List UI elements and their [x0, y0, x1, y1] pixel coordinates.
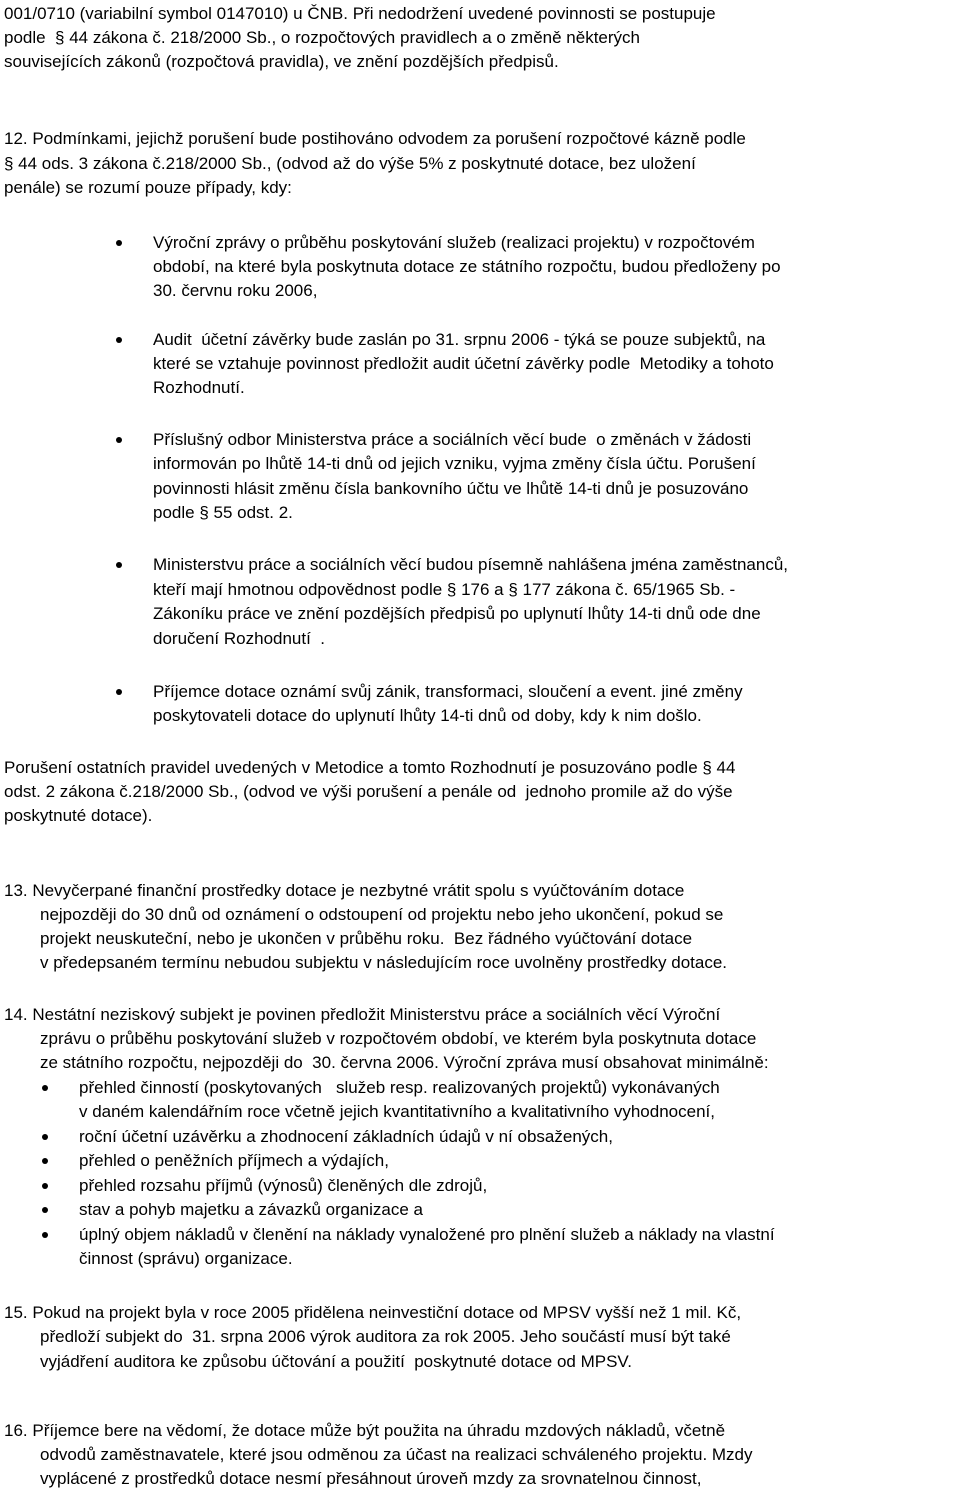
bullet-text-line: úplný objem nákladů v členění na náklady vynaložené pro plnění služeb a náklady na vlastní [79, 1225, 775, 1244]
bullet-text-line: které se vztahuje povinnost předložit audit účetní závěrky podle Metodiky a tohoto [153, 354, 774, 373]
section-16-line: vyplácené z prostředků dotace nesmí přesáhnout úroveň mzdy za srovnatelnou činnost, [40, 1469, 702, 1488]
bullet-icon [116, 240, 122, 246]
bullet-text-line: doručení Rozhodnutí . [153, 629, 326, 648]
section-14-line: 14. Nestátní neziskový subjekt je povinen předložit Ministerstvu práce a sociálních věcí Výroční [4, 1005, 721, 1024]
bullet-icon [42, 1232, 48, 1238]
bullet-text-line: Rozhodnutí. [153, 378, 245, 397]
section-13-line: nejpozději do 30 dnů od oznámení o odstoupení od projektu nebo jeho ukončení, pokud se [40, 905, 724, 924]
bullet-text-line: přehled o peněžních příjmech a výdajích, [79, 1151, 389, 1170]
section-12-line: § 44 ods. 3 zákona č.218/2000 Sb., (odvod až do výše 5% z poskytnuté dotace, bez uložení [4, 154, 696, 173]
bullet-icon [116, 562, 122, 568]
bullet-icon [42, 1158, 48, 1164]
bullet-text-line: Výroční zprávy o průběhu poskytování služeb (realizaci projektu) v rozpočtovém [153, 233, 755, 252]
text-line: souvisejících zákonů (rozpočtová pravidla), ve znění pozdějších předpisů. [4, 52, 559, 71]
section-13-line: v předepsaném termínu nebudou subjektu v následujícím roce uvolněny prostředky dotace. [40, 953, 728, 972]
text-line: 001/0710 (variabilní symbol 0147010) u ČNB. Při nedodržení uvedené povinnosti se postupuje [4, 4, 716, 23]
bullet-icon [42, 1207, 48, 1213]
bullet-text-line: stav a pohyb majetku a závazků organizace a [79, 1200, 423, 1219]
bullet-icon [42, 1134, 48, 1140]
bullet-text-line: v daném kalendářním roce včetně jejich kvantitativního a kvalitativního vyhodnocení, [79, 1102, 715, 1121]
bullet-icon [116, 689, 122, 695]
bullet-text-line: Příjemce dotace oznámí svůj zánik, transformaci, sloučení a event. jiné změny [153, 682, 743, 701]
bullet-icon [116, 437, 122, 443]
section-12-line: penále) se rozumí pouze případy, kdy: [4, 178, 292, 197]
section-14-line: zprávu o průběhu poskytování služeb v rozpočtovém období, ve kterém byla poskytnuta dotace [40, 1029, 757, 1048]
text-line: podle § 44 zákona č. 218/2000 Sb., o rozpočtových pravidlech a o změně některých [4, 28, 641, 47]
section-15-line: vyjádření auditora ke způsobu účtování a použití poskytnuté dotace od MPSV. [40, 1352, 632, 1371]
bullet-icon [42, 1183, 48, 1189]
paragraph-line: odst. 2 zákona č.218/2000 Sb., (odvod ve výši porušení a penále od jednoho promile až do výše [4, 782, 733, 801]
section-15-line: 15. Pokud na projekt byla v roce 2005 přidělena neinvestiční dotace od MPSV vyšší než 1 mil. Kč, [4, 1303, 742, 1322]
section-13-line: projekt neuskuteční, nebo je ukončen v průběhu roku. Bez řádného vyúčtování dotace [40, 929, 693, 948]
bullet-text-line: Zákoníku práce ve znění pozdějších předpisů po uplynutí lhůty 14-ti dnů ode dne [153, 604, 761, 623]
bullet-text-line: činnost (správu) organizace. [79, 1249, 293, 1268]
bullet-text-line: Audit účetní závěrky bude zaslán po 31. srpnu 2006 - týká se pouze subjektů, na [153, 330, 766, 349]
bullet-text-line: roční účetní uzávěrku a zhodnocení základních údajů v ní obsažených, [79, 1127, 613, 1146]
paragraph-line: Porušení ostatních pravidel uvedených v Metodice a tomto Rozhodnutí je posuzováno podle § 44 [4, 758, 736, 777]
bullet-text-line: období, na které byla poskytnuta dotace ze státního rozpočtu, budou předloženy po [153, 257, 781, 276]
section-16-line: 16. Příjemce bere na vědomí, že dotace může být použita na úhradu mzdových nákladů, včetně [4, 1421, 726, 1440]
bullet-text-line: Příslušný odbor Ministerstva práce a sociálních věcí bude o změnách v žádosti [153, 430, 752, 449]
bullet-text-line: kteří mají hmotnou odpovědnost podle § 176 a § 177 zákona č. 65/1965 Sb. - [153, 580, 736, 599]
bullet-text-line: Ministerstvu práce a sociálních věcí budou písemně nahlášena jména zaměstnanců, [153, 555, 789, 574]
bullet-text-line: informován po lhůtě 14-ti dnů od jejich vzniku, vyjma změny čísla účtu. Porušení [153, 454, 756, 473]
paragraph-line: poskytnuté dotace). [4, 806, 153, 825]
section-14-line: ze státního rozpočtu, nejpozději do 30. června 2006. Výroční zpráva musí obsahovat minimálně: [40, 1053, 769, 1072]
bullet-icon [116, 337, 122, 343]
bullet-text-line: 30. červnu roku 2006, [153, 281, 318, 300]
section-16-line: odvodů zaměstnavatele, které jsou odměnou za účast na realizaci schváleného projektu. Mzdy [40, 1445, 753, 1464]
bullet-text-line: podle § 55 odst. 2. [153, 503, 293, 522]
section-12-line: 12. Podmínkami, jejichž porušení bude postihováno odvodem za porušení rozpočtové kázně podle [4, 129, 746, 148]
bullet-text-line: přehled rozsahu příjmů (výnosů) členěných dle zdrojů, [79, 1176, 488, 1195]
bullet-text-line: přehled činností (poskytovaných služeb resp. realizovaných projektů) vykonávaných [79, 1078, 720, 1097]
section-13-line: 13. Nevyčerpané finanční prostředky dotace je nezbytné vrátit spolu s vyúčtováním dotace [4, 881, 685, 900]
bullet-icon [42, 1085, 48, 1091]
bullet-text-line: poskytovateli dotace do uplynutí lhůty 14-ti dnů od doby, kdy k nim došlo. [153, 706, 702, 725]
section-15-line: předloží subjekt do 31. srpna 2006 výrok auditora za rok 2005. Jeho součástí musí být také [40, 1327, 731, 1346]
bullet-text-line: povinnosti hlásit změnu čísla bankovního účtu ve lhůtě 14-ti dnů je posuzováno [153, 479, 749, 498]
